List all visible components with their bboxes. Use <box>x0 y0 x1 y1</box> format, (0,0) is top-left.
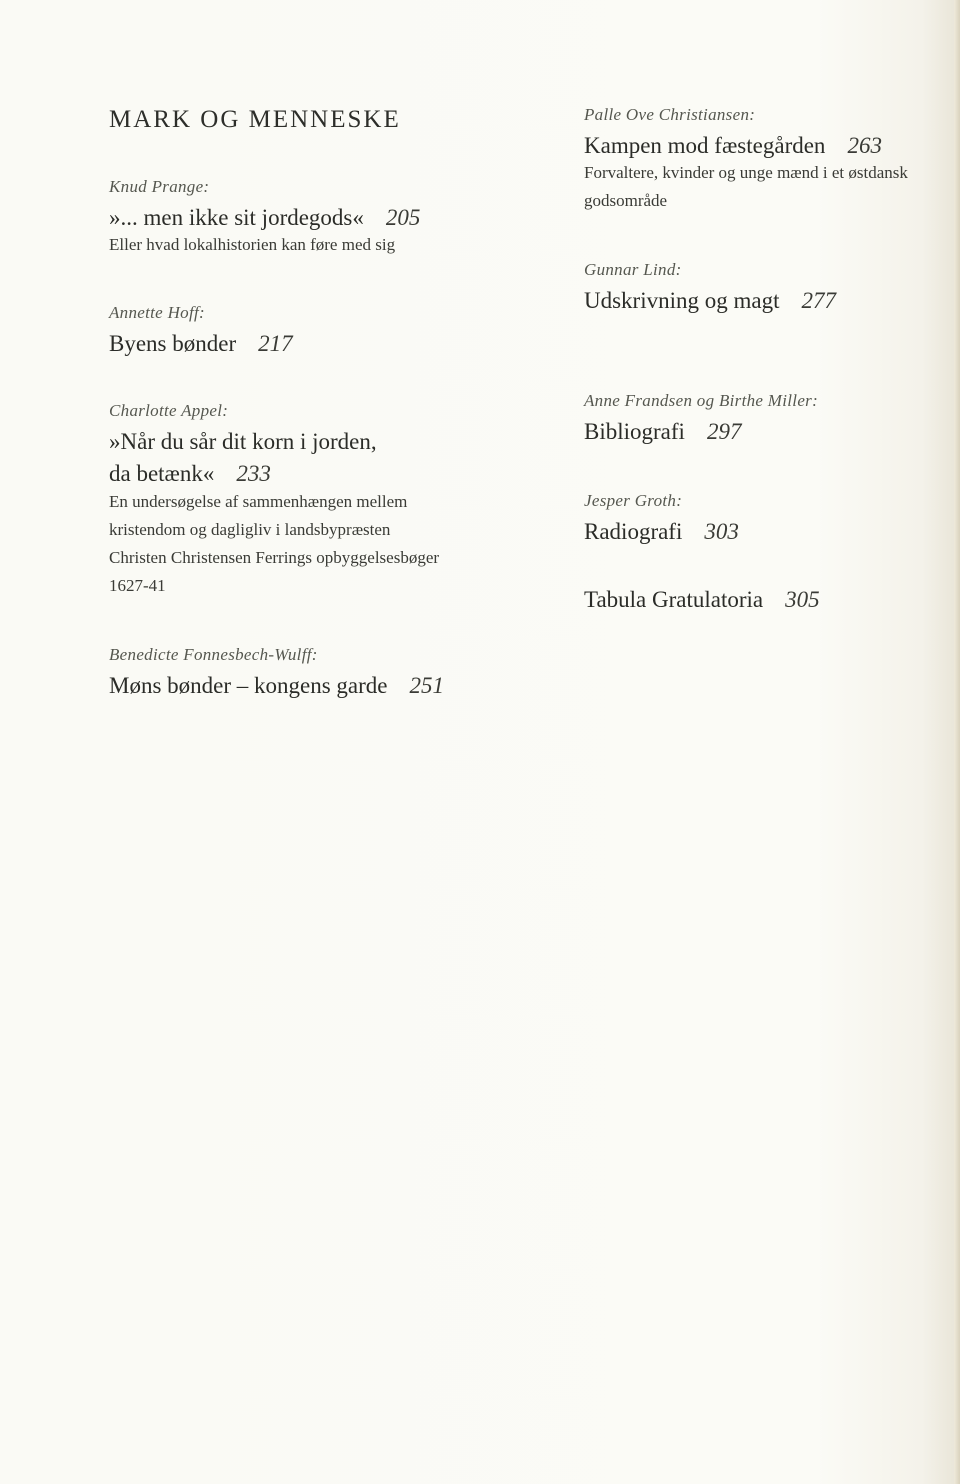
entry-subtitle-line: godsområde <box>584 191 668 210</box>
entry-subtitle <box>109 488 529 600</box>
toc-entry <box>584 104 956 215</box>
entry-title <box>584 285 956 316</box>
entry-page-number: 303 <box>704 519 739 544</box>
toc-entry <box>109 644 529 701</box>
entry-title-line: »Når du sår dit korn i jorden, <box>109 429 377 454</box>
entry-title <box>584 130 956 161</box>
entry-author: Gunnar Lind: <box>584 260 682 279</box>
entry-title-text: Tabula Gratulatoria <box>584 587 764 612</box>
toc-entry <box>584 259 956 316</box>
entry-subtitle-line: En undersøgelse af sammenhængen mellem <box>109 492 408 511</box>
entry-page-number: 217 <box>258 331 293 356</box>
entry-subtitle <box>584 159 956 215</box>
entry-title-text: Møns bønder – kongens garde <box>109 673 388 698</box>
entry-page-number: 277 <box>801 288 836 313</box>
entry-title <box>109 670 529 701</box>
entry-title-text: Bibliografi <box>584 419 685 444</box>
toc-entry <box>109 302 529 359</box>
entry-subtitle-line: kristendom og dagligliv i landsbypræsten <box>109 520 391 539</box>
entry-subtitle-line: 1627-41 <box>109 576 166 595</box>
toc-entry <box>584 390 956 447</box>
entry-subtitle-line: Forvaltere, kvinder og unge mænd i et østdansk <box>584 163 908 182</box>
section-title: MARK OG MENNESKE <box>109 106 401 133</box>
entry-page-number: 233 <box>236 461 271 486</box>
entry-page-number: 297 <box>706 419 742 444</box>
toc-entry <box>109 400 529 600</box>
toc-entry <box>584 584 956 615</box>
toc-entry <box>109 176 529 259</box>
entry-page-number: 263 <box>847 133 882 158</box>
page-edge <box>954 0 960 1484</box>
entry-title-text: Radiografi <box>584 519 683 544</box>
entry-title-text: Udskrivning og magt <box>584 288 780 313</box>
entry-author: Benedicte Fonnesbech-Wulff: <box>109 645 318 664</box>
entry-subtitle <box>109 231 529 259</box>
toc-entry <box>584 490 956 547</box>
entry-title <box>109 202 529 233</box>
entry-author: Knud Prange: <box>109 177 210 196</box>
entry-author: Annette Hoff: <box>109 303 205 322</box>
entry-title <box>584 416 956 447</box>
entry-title <box>584 516 956 547</box>
entry-page-number: 205 <box>385 205 421 230</box>
entry-title-text: »... men ikke sit jordegods« <box>109 205 364 230</box>
entry-title <box>584 584 956 615</box>
entry-title <box>109 328 529 359</box>
entry-author: Anne Frandsen og Birthe Miller: <box>584 391 819 410</box>
entry-page-number: 305 <box>785 587 820 612</box>
entry-author: Palle Ove Christiansen: <box>584 105 756 124</box>
entry-title-text: da betænk« <box>109 461 215 486</box>
entry-subtitle-line: Christen Christensen Ferrings opbyggelsesbøger <box>109 548 440 567</box>
entry-title-text: Byens bønder <box>109 331 237 356</box>
entry-author: Charlotte Appel: <box>109 401 229 420</box>
entry-title <box>109 458 529 489</box>
entry-subtitle-line: Eller hvad lokalhistorien kan føre med sig <box>109 235 396 254</box>
entry-author: Jesper Groth: <box>584 491 683 510</box>
entry-page-number: 251 <box>409 673 445 698</box>
entry-title-text: Kampen mod fæstegården <box>584 133 826 158</box>
